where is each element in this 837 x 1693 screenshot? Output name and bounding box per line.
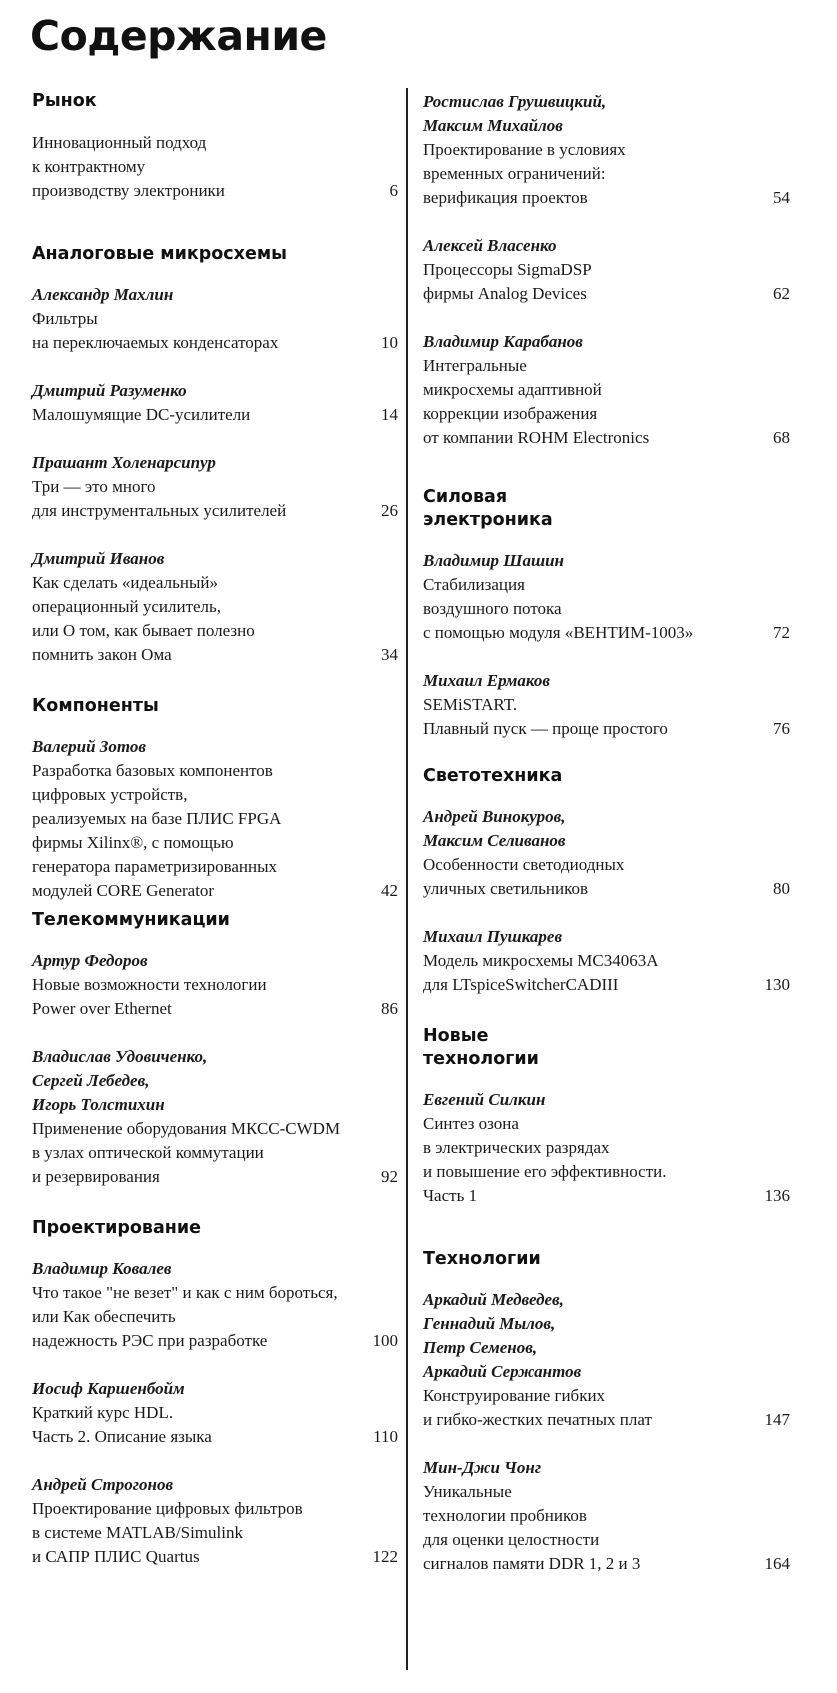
section-title: Светотехника [423, 766, 563, 786]
toc-entry [423, 925, 790, 997]
article-title: Модель микросхемы MC34063A для LTspiceSwitcherCADIII [423, 951, 659, 994]
right-column [423, 90, 790, 1600]
toc-entry [32, 451, 398, 523]
article-title: Применение оборудования МКСС-CWDM в узлах оптической коммутации и резервирования [32, 1119, 341, 1186]
author-name: Владимир Карабанов [423, 332, 583, 351]
entry-row [32, 131, 398, 203]
section-title: Технологии [423, 1249, 541, 1269]
article-title: Новые возможности технологии Power over Ethernet [32, 975, 267, 1018]
column-divider [406, 88, 408, 1670]
toc-entry [423, 1456, 790, 1576]
toc-entry [423, 1288, 790, 1432]
page-number: 92 [381, 1167, 398, 1186]
toc-entry [423, 90, 790, 210]
page-number: 6 [389, 181, 398, 200]
section-title: Аналоговые микросхемы [32, 244, 287, 264]
page-number: 54 [773, 188, 790, 207]
article-title: Проектирование в условиях временных ограничений: верификация проектов [423, 140, 626, 207]
section [423, 90, 790, 450]
entry-row [32, 1117, 398, 1189]
section-title: Компоненты [32, 696, 159, 716]
article-title: Уникальные технологии пробников для оценки целостности сигналов памяти DDR 1, 2 и 3 [423, 1482, 641, 1573]
entry-row [423, 949, 790, 997]
toc-entry [423, 234, 790, 306]
toc-entry [32, 547, 398, 667]
page-number: 76 [773, 719, 790, 738]
section-title: Силовая электроника [423, 487, 553, 530]
author-name: Владимир Ковалев [32, 1259, 172, 1278]
toc-entry [423, 1088, 790, 1208]
toc-entry [32, 949, 398, 1021]
toc-entry [423, 330, 790, 450]
page-number: 136 [764, 1186, 790, 1205]
entry-row [423, 1112, 790, 1208]
toc-entry [32, 1377, 398, 1449]
author-name: Михаил Пушкарев [423, 927, 563, 946]
page-number: 100 [372, 1331, 398, 1350]
section-title: Рынок [32, 91, 97, 111]
section [32, 909, 398, 1189]
section [32, 1217, 398, 1569]
section [423, 765, 790, 997]
page-number: 130 [764, 975, 790, 994]
page-number: 62 [773, 284, 790, 303]
entry-row [423, 258, 790, 306]
article-title: Стабилизация воздушного потока с помощью модуля «ВЕНТИМ-1003» [423, 575, 694, 642]
author-name: Прашант Холенарсипур [32, 453, 216, 472]
author-name: Андрей Винокуров, Максим Селиванов [423, 807, 566, 850]
author-name: Евгений Силкин [423, 1090, 546, 1109]
toc-entry [423, 805, 790, 901]
entry-row [32, 1497, 398, 1569]
toc-entry [32, 379, 398, 427]
author-name: Дмитрий Иванов [32, 549, 165, 568]
section [423, 1248, 790, 1576]
section-title: Телекоммуникации [32, 910, 230, 930]
page-number: 80 [773, 879, 790, 898]
article-title: Особенности светодиодных уличных светильников [423, 855, 625, 898]
toc-entry [32, 283, 398, 355]
page-number: 14 [381, 405, 398, 424]
toc-entry [32, 1045, 398, 1189]
section [423, 486, 790, 741]
author-name: Валерий Зотов [32, 737, 147, 756]
toc-entry [32, 735, 398, 903]
author-name: Артур Федоров [32, 951, 148, 970]
section [32, 695, 398, 903]
author-name: Ростислав Грушвицкий, Максим Михайлов [423, 92, 607, 135]
section [32, 90, 398, 203]
toc-entry [32, 131, 398, 203]
entry-row [423, 354, 790, 450]
article-title: Три — это много для инструментальных усилителей [32, 477, 287, 520]
article-title: Проектирование цифровых фильтров в системе MATLAB/Simulink и САПР ПЛИС Quartus [32, 1499, 303, 1566]
section [423, 1025, 790, 1208]
entry-row [423, 693, 790, 741]
entry-row [32, 1401, 398, 1449]
section-title: Проектирование [32, 1218, 202, 1238]
article-title: Что такое "не везет" и как с ним бороться, или Как обеспечить надежность РЭС при разработке [32, 1283, 338, 1350]
author-name: Владимир Шашин [423, 551, 564, 570]
entry-row [423, 853, 790, 901]
toc-entry [423, 669, 790, 741]
article-title: Конструирование гибких и гибко-жестких печатных плат [423, 1386, 652, 1429]
author-name: Владислав Удовиченко, Сергей Лебедев, Игорь Толстихин [32, 1047, 208, 1114]
entry-row [423, 1384, 790, 1432]
entry-row [423, 138, 790, 210]
entry-row [32, 403, 398, 427]
article-title: Интегральные микросхемы адаптивной коррекции изображения от компании ROHM Electronics [423, 356, 650, 447]
entry-row [32, 475, 398, 523]
article-title: Разработка базовых компонентов цифровых устройств, реализуемых на базе ПЛИС FPGA фирмы Xilinx®, с помощью генератора параметризированных модулей CORE Generator [32, 761, 282, 900]
article-title: Фильтры на переключаемых конденсаторах [32, 309, 279, 352]
author-name: Дмитрий Разуменко [32, 381, 187, 400]
entry-row [423, 1480, 790, 1576]
page-number: 147 [764, 1410, 790, 1429]
page-number: 122 [372, 1547, 398, 1566]
page-number: 164 [764, 1554, 790, 1573]
section [32, 243, 398, 667]
entry-row [423, 573, 790, 645]
author-name: Михаил Ермаков [423, 671, 550, 690]
page-number: 26 [381, 501, 398, 520]
author-name: Мин-Джи Чонг [423, 1458, 542, 1477]
article-title: Синтез озона в электрических разрядах и повышение его эффективности. Часть 1 [423, 1114, 667, 1205]
page-number: 34 [381, 645, 398, 664]
entry-row [32, 571, 398, 667]
entry-row [32, 973, 398, 1021]
author-name: Иосиф Каршенбойм [32, 1379, 185, 1398]
entry-row [32, 307, 398, 355]
author-name: Андрей Строгонов [32, 1475, 174, 1494]
author-name: Алексей Власенко [423, 236, 557, 255]
page-title: Содержание [30, 12, 327, 60]
author-name: Александр Махлин [32, 285, 174, 304]
toc-entry [423, 549, 790, 645]
article-title: Краткий курс HDL. Часть 2. Описание языка [32, 1403, 212, 1446]
entry-row [32, 1281, 398, 1353]
page-number: 42 [381, 881, 398, 900]
author-name: Аркадий Медведев, Геннадий Мылов, Петр Семенов, Аркадий Сержантов [423, 1290, 582, 1381]
page-number: 10 [381, 333, 398, 352]
article-title: Как сделать «идеальный» операционный усилитель, или О том, как бывает полезно помнить закон Ома [32, 573, 255, 664]
page-number: 72 [773, 623, 790, 642]
entry-row [32, 759, 398, 903]
toc-entry [32, 1473, 398, 1569]
page-number: 68 [773, 428, 790, 447]
article-title: SEMiSTART. Плавный пуск — проще простого [423, 695, 668, 738]
section-title: Новые технологии [423, 1026, 539, 1069]
page-number: 110 [373, 1427, 398, 1446]
toc-entry [32, 1257, 398, 1353]
article-title: Малошумящие DC-усилители [32, 405, 251, 424]
left-column [32, 90, 398, 1593]
article-title: Процессоры SigmaDSP фирмы Analog Devices [423, 260, 592, 303]
page-number: 86 [381, 999, 398, 1018]
article-title: Инновационный подход к контрактному производству электроники [32, 133, 225, 200]
